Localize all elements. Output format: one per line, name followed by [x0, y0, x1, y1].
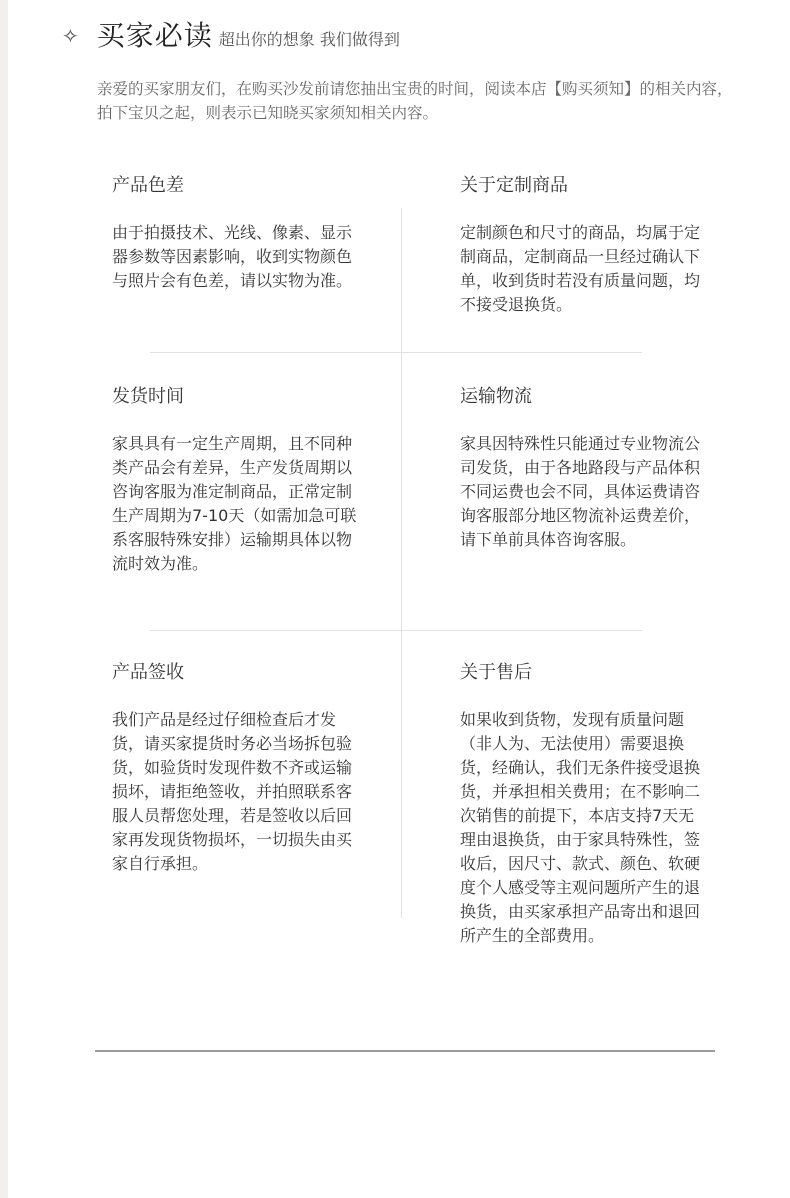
section-logistics: [460, 384, 700, 552]
section-shipping-time: [112, 384, 362, 576]
section-heading: 运输物流: [460, 386, 532, 407]
grid-horizontal-divider-2: [150, 630, 642, 631]
grid-vertical-divider: [401, 208, 402, 918]
page-title: 买家必读: [96, 19, 213, 52]
footer-divider: [95, 1050, 715, 1052]
page-subtitle: 超出你的想象 我们做得到: [218, 30, 400, 49]
intro-paragraph: 亲爱的买家朋友们，在购买沙发前请您抽出宝贵的时间，阅读本店【购买须知】的相关内容，拍下宝贝之起，则表示已知晓买家须知相关内容。: [97, 80, 733, 122]
section-product-receipt: [112, 660, 362, 876]
section-heading: 产品签收: [112, 662, 184, 683]
section-body: 由于拍摄技术、光线、像素、显示器参数等因素影响，收到实物颜色与照片会有色差，请以实物为准。: [112, 223, 353, 290]
section-body: 我们产品是经过仔细检查后才发货，请买家提货时务必当场拆包验货，如验货时发现件数不齐或运输损坏，请拒绝签收，并拍照联系客服人员帮您处理，若是签收以后回家再发现货物损坏，一切损失由买家自行承担。: [112, 710, 353, 873]
grid-horizontal-divider-1: [150, 352, 642, 353]
section-after-sales: [460, 660, 700, 948]
section-heading: 发货时间: [112, 386, 184, 407]
section-body: 家具因特殊性只能通过专业物流公司发货，由于各地路段与产品体积不同运费也会不同，具体运费请咨询客服部分地区物流补运费差价，请下单前具体咨询客服。: [460, 434, 701, 549]
page-header: [62, 14, 400, 58]
section-body: 家具具有一定生产周期，且不同种类产品会有差异，生产发货周期以咨询客服为准定制商品，正常定制生产周期为7-10天（如需加急可联系客服特殊安排）运输期具体以物流时效为准。: [112, 434, 357, 573]
section-body: 如果收到货物，发现有质量问题（非人为、无法使用）需要退换货，经确认，我们无条件接受退换货，并承担相关费用；在不影响二次销售的前提下，本店支持7天无理由退换货，由于家具特殊性，签收后，因尺寸、款式、颜色、软硬度个人感受等主观问题所产生的退换货，由买家承担产品寄出和退回所产生的全部费用。: [460, 710, 701, 945]
section-custom-products: [460, 173, 700, 317]
left-edge-strip: [0, 0, 8, 1198]
section-body: 定制颜色和尺寸的商品，均属于定制商品，定制商品一旦经过确认下单，收到货时若没有质量问题，均不接受退换货。: [460, 223, 701, 314]
section-heading: 产品色差: [112, 175, 184, 196]
section-color-difference: [112, 173, 362, 293]
section-heading: 关于售后: [460, 662, 532, 683]
sparkle-icon: ✧: [62, 24, 79, 48]
section-heading: 关于定制商品: [460, 175, 568, 196]
